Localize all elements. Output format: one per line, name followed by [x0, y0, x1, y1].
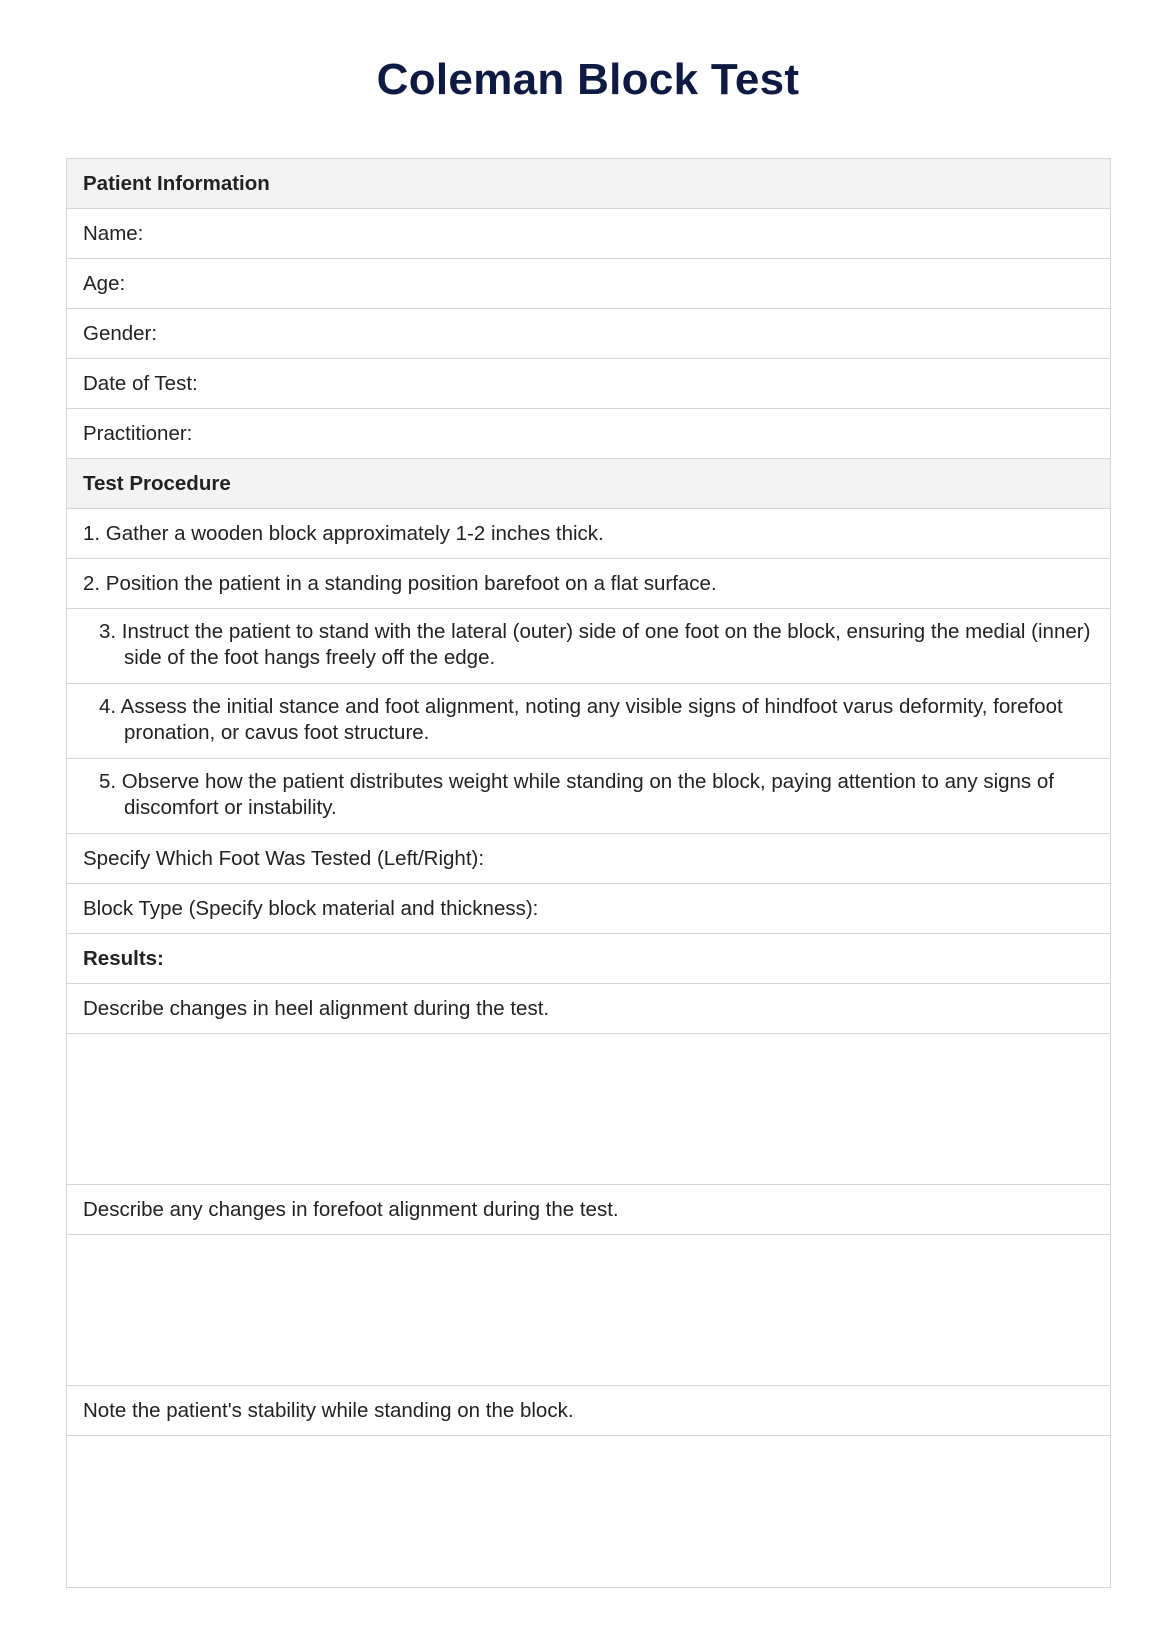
results-answer-forefoot-alignment[interactable] — [67, 1235, 1110, 1386]
procedure-step-2 — [67, 559, 1110, 609]
field-practitioner[interactable]: Practitioner: — [67, 409, 1110, 459]
results-prompt-stability: Note the patient's stability while standing on the block. — [67, 1386, 1110, 1436]
form-table — [66, 158, 1111, 1588]
field-foot-tested[interactable]: Specify Which Foot Was Tested (Left/Right): — [67, 834, 1110, 884]
results-answer-stability[interactable] — [67, 1436, 1110, 1587]
field-gender[interactable]: Gender: — [67, 309, 1110, 359]
section-header-results: Results: — [67, 934, 1110, 984]
procedure-step-4 — [67, 684, 1110, 759]
field-block-type[interactable]: Block Type (Specify block material and thickness): — [67, 884, 1110, 934]
page-title: Coleman Block Test — [376, 55, 800, 104]
procedure-step-4-text: 4. Assess the initial stance and foot alignment, noting any visible signs of hindfoot varus deformity, forefoot pronation, or cavus foot structure. — [99, 695, 1063, 744]
results-answer-heel-alignment[interactable] — [67, 1034, 1110, 1185]
procedure-step-3 — [67, 609, 1110, 684]
field-date-of-test[interactable]: Date of Test: — [67, 359, 1110, 409]
procedure-step-2-text: 2. Position the patient in a standing position barefoot on a flat surface. — [83, 571, 717, 595]
results-prompt-forefoot-alignment: Describe any changes in forefoot alignment during the test. — [67, 1185, 1110, 1235]
procedure-step-1-text: 1. Gather a wooden block approximately 1-2 inches thick. — [83, 521, 604, 545]
section-header-patient-information: Patient Information — [67, 159, 1110, 209]
field-age[interactable]: Age: — [67, 259, 1110, 309]
procedure-step-3-text: 3. Instruct the patient to stand with the lateral (outer) side of one foot on the block, ensuring the medial (inner) side of the foot hangs freely off the edge. — [99, 620, 1091, 669]
section-header-test-procedure: Test Procedure — [67, 459, 1110, 509]
procedure-step-5-text: 5. Observe how the patient distributes weight while standing on the block, paying attention to any signs of discomfort or instability. — [99, 770, 1054, 819]
field-name[interactable]: Name: — [67, 209, 1110, 259]
procedure-step-5 — [67, 759, 1110, 834]
results-prompt-heel-alignment: Describe changes in heel alignment during the test. — [67, 984, 1110, 1034]
procedure-step-1 — [67, 509, 1110, 559]
